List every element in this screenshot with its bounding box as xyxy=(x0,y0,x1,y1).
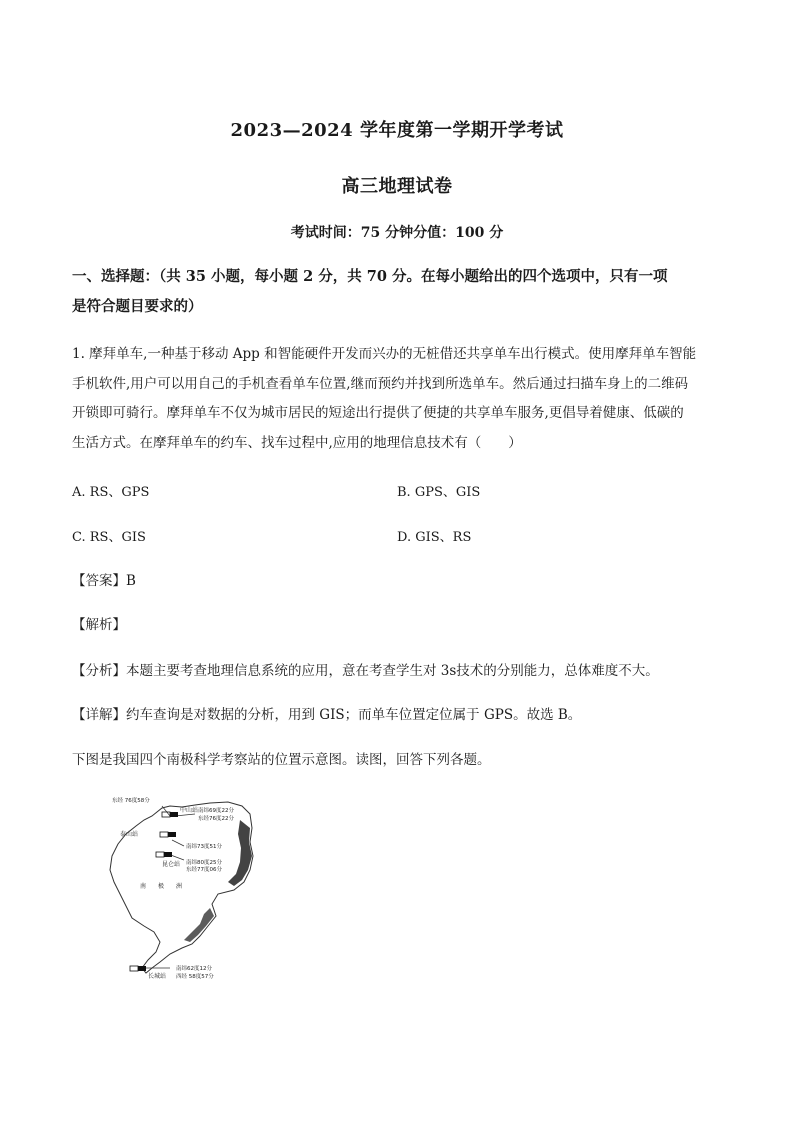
label-zhongshan-coords1: 南纬69度22分 xyxy=(198,808,234,814)
option-c: C. RS、GIS xyxy=(72,530,146,545)
analysis-label: 【解析】 xyxy=(72,617,126,633)
question-1-stem xyxy=(72,340,732,458)
section-heading-line2: 是符合题目要求的） xyxy=(72,298,203,315)
question-1-line2: 手机软件,用户可以用自己的手机查看单车位置,继而预约并找到所选单车。然后通过扫描车身上的二维码 xyxy=(72,375,689,392)
label-zhongshan-coords2: 东经76度22分 xyxy=(198,816,234,822)
exam-title: 2023—2024 学年度第一学期开学考试 xyxy=(230,120,564,141)
label-taishan: 泰山站 xyxy=(120,831,139,838)
label-lon-left: 东经 76度58分 xyxy=(112,798,150,804)
analysis-xiangjie: 【详解】约车查询是对数据的分析，用到 GIS；而单车位置定位属于 GPS。故选 B。 xyxy=(72,707,582,723)
taishan-flag xyxy=(168,832,176,837)
kunlun-flag xyxy=(164,852,172,857)
label-kunlun: 昆仑站 xyxy=(162,861,181,868)
antarctic-stations-map xyxy=(100,790,270,985)
exam-subtitle: 高三地理试卷 xyxy=(341,176,453,197)
label-zhongshan: 中山站 xyxy=(180,807,199,814)
label-continent: 南 极 洲 xyxy=(140,883,183,890)
label-kunlun-coords2: 东经77度06分 xyxy=(186,867,222,873)
option-a: A. RS、GPS xyxy=(72,485,150,500)
label-changcheng-coords: 南纬62度12分 xyxy=(176,966,212,972)
label-changcheng-lon: 西经 58度57分 xyxy=(176,974,214,980)
question-1-line3: 开锁即可骑行。摩拜单车不仅为城市居民的短途出行提供了便捷的共享单车服务,更倡导着健康、低碳的 xyxy=(72,405,684,421)
section-heading xyxy=(72,262,732,322)
label-changcheng: 长城站 xyxy=(148,973,167,980)
question-1-line1: 1. 摩拜单车,一种基于移动 App 和智能硬件开发而兴办的无桩借还共享单车出行模式。使用摩拜单车智能 xyxy=(72,346,697,362)
option-b: B. GPS、GIS xyxy=(397,485,481,500)
question-1-line4: 生活方式。在摩拜单车的约车、找车过程中,应用的地理信息技术有（ ） xyxy=(72,434,522,451)
label-taishan-coords: 南纬73度51分 xyxy=(186,844,222,850)
coastal-shading-east xyxy=(228,820,252,886)
analysis-fenxi: 【分析】本题主要考查地理信息系统的应用，意在考查学生对 3s技术的分别能力，总体难度不大。 xyxy=(72,663,659,679)
exam-info: 考试时间：75 分钟分值：100 分 xyxy=(290,225,504,241)
option-d: D. GIS、RS xyxy=(397,530,472,545)
label-kunlun-coords1: 南纬80度25分 xyxy=(186,860,222,866)
next-question-intro: 下图是我国四个南极科学考察站的位置示意图。读图，回答下列各题。 xyxy=(72,752,491,768)
answer-line: 【答案】B xyxy=(72,573,136,589)
zhongshan-flag xyxy=(170,812,178,817)
changcheng-flag xyxy=(138,966,146,971)
section-heading-line1: 一、选择题：（共 35 小题，每小题 2 分，共 70 分。在每小题给出的四个选项中，只有一项 xyxy=(72,268,668,285)
